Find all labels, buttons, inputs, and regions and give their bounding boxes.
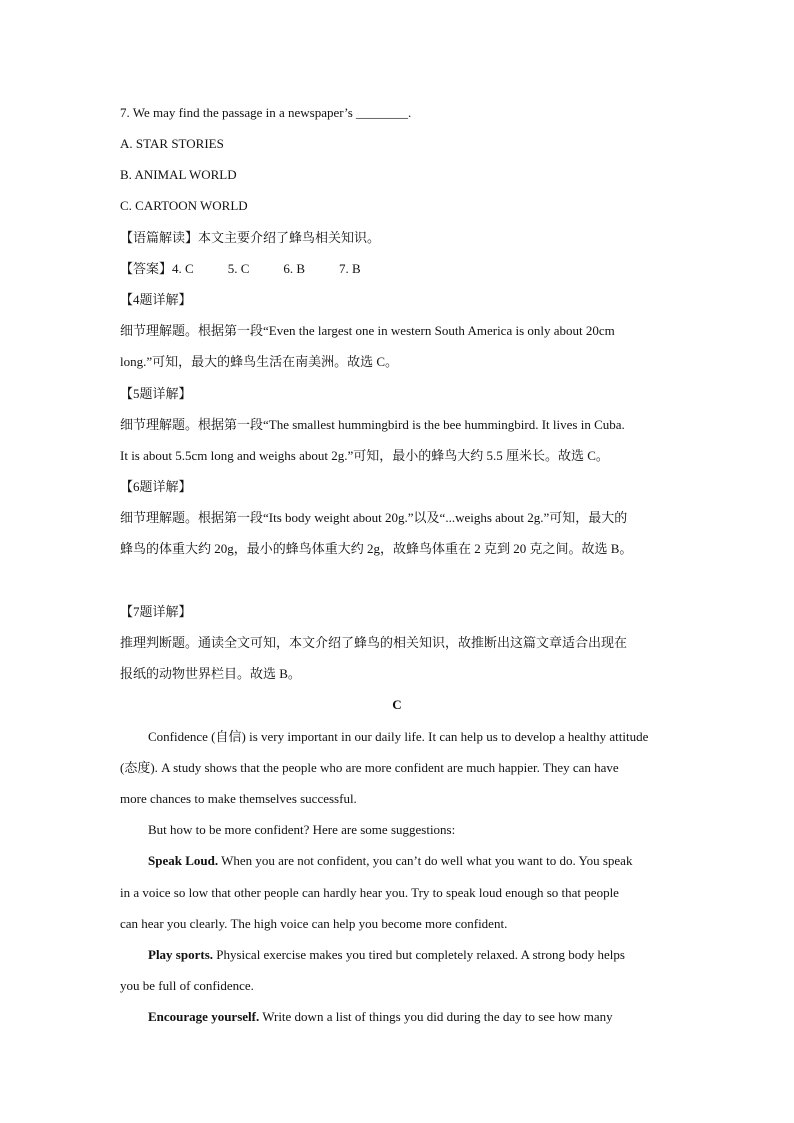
para1-line-3: more chances to make themselves successful. <box>120 791 357 806</box>
tip1-line-2: in a voice so low that other people can hardly hear you. Try to speak loud enough so that people <box>120 885 619 900</box>
question-7-stem: 7. We may find the passage in a newspaper’s ________. <box>120 105 412 120</box>
answer-label: 【答案】 <box>120 261 173 276</box>
passage-title: C <box>392 697 402 712</box>
q4-line-1: 细节理解题。根据第一段“Even the largest one in western South America is only about 20cm <box>120 323 615 338</box>
tip3-line-1 <box>148 1008 708 1026</box>
q6-line-1: 细节理解题。根据第一段“Its body weight about 20g.”以及“...weighs about 2g.”可知，最大的 <box>120 510 628 525</box>
q5-line-1: 细节理解题。根据第一段“The smallest hummingbird is the bee hummingbird. It lives in Cuba. <box>120 417 625 432</box>
para1-line-2: (态度). A study shows that the people who are more confident are much happier. They can have <box>120 760 619 775</box>
q7-line-1: 推理判断题。通读全文可知，本文介绍了蜂鸟的相关知识，故推断出这篇文章适合出现在 <box>120 635 628 650</box>
q7-heading: 【7题详解】 <box>120 604 192 619</box>
answer-line <box>120 260 680 278</box>
answer-q6: 6. B <box>283 261 306 276</box>
q4-line-2: long.”可知，最大的蜂鸟生活在南美洲。故选 C。 <box>120 354 399 369</box>
q5-heading: 【5题详解】 <box>120 386 192 401</box>
q6-heading: 【6题详解】 <box>120 479 192 494</box>
tip2-text: Physical exercise makes you tired but completely relaxed. A strong body helps <box>213 947 625 962</box>
reading-summary: 【语篇解读】本文主要介绍了蜂鸟相关知识。 <box>120 230 381 245</box>
tip2-title: Play sports. <box>148 947 213 962</box>
tip3-title: Encourage yourself. <box>148 1009 260 1024</box>
option-b: B. ANIMAL WORLD <box>120 167 237 182</box>
tip1-title: Speak Loud. <box>148 853 219 868</box>
tip2-line-1 <box>148 946 708 964</box>
tip3-text: Write down a list of things you did during the day to see how many <box>259 1009 613 1024</box>
answer-q4: 4. C <box>172 261 194 276</box>
tip2-line-2: you be full of confidence. <box>120 978 254 993</box>
q7-line-2: 报纸的动物世界栏目。故选 B。 <box>120 666 301 681</box>
q6-line-2: 蜂鸟的体重大约 20g，最小的蜂鸟体重大约 2g，故蜂鸟体重在 2 克到 20 克之间。故选 B。 <box>120 541 633 556</box>
q5-line-2: It is about 5.5cm long and weighs about 2g.”可知，最小的蜂鸟大约 5.5 厘米长。故选 C。 <box>120 448 609 463</box>
tip1-line-1 <box>148 852 708 870</box>
para2: But how to be more confident? Here are some suggestions: <box>148 822 456 837</box>
tip1-text: When you are not confident, you can’t do well what you want to do. You speak <box>218 853 633 868</box>
option-c: C. CARTOON WORLD <box>120 198 248 213</box>
answer-q7: 7. B <box>339 261 361 276</box>
option-a: A. STAR STORIES <box>120 136 224 151</box>
answer-q5: 5. C <box>227 261 250 276</box>
tip1-line-3: can hear you clearly. The high voice can help you become more confident. <box>120 916 508 931</box>
para1-line-1: Confidence (自信) is very important in our daily life. It can help us to develop a healthy attitude <box>148 729 649 744</box>
q4-heading: 【4题详解】 <box>120 292 192 307</box>
